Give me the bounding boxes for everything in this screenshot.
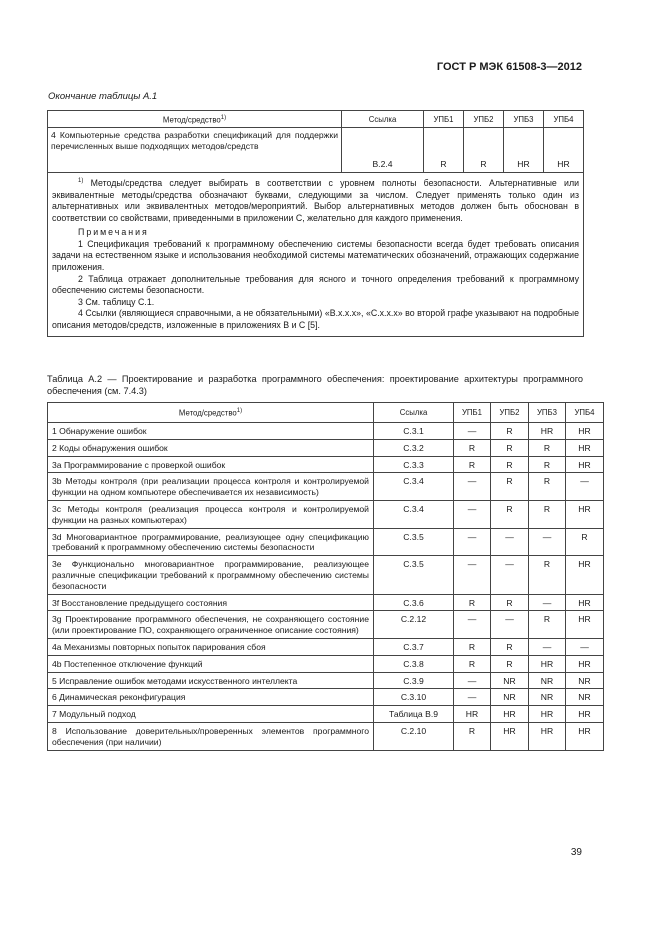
- header-method: Метод/средство$^{1)}$: [48, 403, 374, 423]
- cell-ref: Таблица B.9: [374, 706, 454, 723]
- cell-method: 3f Восстановление предыдущего состояния: [48, 594, 374, 611]
- cell-upb1: —: [454, 500, 491, 528]
- header-upb1: УПБ1: [454, 403, 491, 423]
- cell-upb2: —: [491, 611, 529, 639]
- cell-method: 6 Динамическая реконфигурация: [48, 689, 374, 706]
- table-a2: [47, 402, 604, 751]
- cell-upb3: HR: [529, 722, 566, 750]
- cell-upb2: HR: [491, 722, 529, 750]
- cell-upb1: R: [424, 128, 464, 173]
- cell-method: 3d Многовариантное программирование, реализующее одну спецификацию требований к программному обеспечению системы безопасности: [48, 528, 374, 556]
- cell-ref: С.3.10: [374, 689, 454, 706]
- cell-upb4: HR: [566, 423, 604, 440]
- cell-upb4: HR: [566, 655, 604, 672]
- cell-method: 5 Исправление ошибок методами искусственного интеллекта: [48, 672, 374, 689]
- page-number: 39: [570, 847, 582, 858]
- cell-upb3: —: [529, 528, 566, 556]
- cell-upb4: HR: [566, 500, 604, 528]
- cell-ref: С.3.8: [374, 655, 454, 672]
- header-upb4: УПБ4: [566, 403, 604, 423]
- cell-upb4: NR: [566, 689, 604, 706]
- cell-upb3: R: [529, 456, 566, 473]
- cell-ref: С.3.3: [374, 456, 454, 473]
- cell-upb4: HR: [566, 439, 604, 456]
- cell-upb4: HR: [566, 722, 604, 750]
- cell-upb4: R: [566, 528, 604, 556]
- cell-ref: С.2.12: [374, 611, 454, 639]
- table-header-row: [48, 111, 584, 128]
- note-1: 1 Спецификация требований к программному обеспечению системы безопасности всегда будет требовать описания задачи на естественном языке и использования необходимой системы математических обозначений, отражающих содержание приложения.: [52, 238, 579, 273]
- cell-upb4: HR: [566, 456, 604, 473]
- cell-upb2: NR: [491, 689, 529, 706]
- cell-upb4: —: [566, 473, 604, 501]
- cell-method: 1 Обнаружение ошибок: [48, 423, 374, 440]
- table-row: [48, 655, 604, 672]
- cell-upb2: R: [491, 594, 529, 611]
- header-upb2: УПБ2: [491, 403, 529, 423]
- footnote: $^{1)}$ Методы/средства следует выбирать в соответствии с уровнем полноты безопасности. Альтернативные или эквивалентные методы/средства обозначают буквами, следующими за числом. Следует применять только один из альтернативных или эквивалентных методов/мероприятий. Выбор альтернативных методов должен быть обоснован в соответствии со свойствами, приведенными в приложении С, желательно для каждого применения.: [52, 177, 579, 223]
- cell-method: 4 Компьютерные средства разработки спецификаций для поддержки перечисленных выше подходящих методов/средств: [48, 128, 342, 173]
- cell-method: 3c Методы контроля (реализация процесса контроля и контролируемой функции на разных компьютерах): [48, 500, 374, 528]
- table-row: [48, 706, 604, 723]
- cell-upb1: —: [454, 556, 491, 594]
- cell-upb1: R: [454, 722, 491, 750]
- table-notes: [48, 173, 584, 337]
- table-row: [48, 638, 604, 655]
- cell-method: 3a Программирование с проверкой ошибок: [48, 456, 374, 473]
- header-upb1: УПБ1: [424, 111, 464, 128]
- cell-method: 8 Использование доверительных/проверенных элементов программного обеспечения (при наличии): [48, 722, 374, 750]
- cell-upb1: —: [454, 528, 491, 556]
- header-ref: Ссылка: [374, 403, 454, 423]
- header-method: Метод/средство$^{1)}$: [48, 111, 342, 128]
- table-row: [48, 556, 604, 594]
- cell-upb2: R: [491, 456, 529, 473]
- cell-ref: С.3.7: [374, 638, 454, 655]
- cell-upb3: —: [529, 638, 566, 655]
- cell-method: 2 Коды обнаружения ошибок: [48, 439, 374, 456]
- cell-ref: С.3.2: [374, 439, 454, 456]
- header-upb4: УПБ4: [544, 111, 584, 128]
- table-row: [48, 611, 604, 639]
- table-row: [48, 128, 584, 173]
- cell-upb3: NR: [529, 672, 566, 689]
- cell-ref: С.3.4: [374, 500, 454, 528]
- cell-upb2: R: [491, 500, 529, 528]
- cell-ref: B.2.4: [342, 128, 424, 173]
- header-upb2: УПБ2: [464, 111, 504, 128]
- table-row: [48, 689, 604, 706]
- cell-ref: С.3.5: [374, 556, 454, 594]
- cell-upb1: HR: [454, 706, 491, 723]
- cell-method: 4b Постепенное отключение функций: [48, 655, 374, 672]
- table-row: [48, 456, 604, 473]
- cell-upb3: R: [529, 556, 566, 594]
- cell-method: 7 Модульный подход: [48, 706, 374, 723]
- cell-upb3: NR: [529, 689, 566, 706]
- cell-ref: С.3.5: [374, 528, 454, 556]
- cell-upb2: NR: [491, 672, 529, 689]
- cell-upb2: R: [491, 473, 529, 501]
- table-a1-end: [47, 110, 584, 337]
- notes-title: Примечания: [78, 227, 149, 238]
- cell-upb3: HR: [504, 128, 544, 173]
- cell-upb2: R: [491, 655, 529, 672]
- table-row: [48, 473, 604, 501]
- cell-upb1: —: [454, 689, 491, 706]
- table-row: [48, 722, 604, 750]
- cell-upb3: R: [529, 473, 566, 501]
- table-row: [48, 500, 604, 528]
- cell-upb2: —: [491, 556, 529, 594]
- cell-upb1: R: [454, 638, 491, 655]
- document-header: ГОСТ Р МЭК 61508-3—2012: [436, 61, 582, 73]
- table-a2-caption: Таблица А.2 — Проектирование и разработка программного обеспечения: проектирование архитектуры программного обеспечения (см. 7.4.3): [47, 374, 583, 396]
- cell-upb4: HR: [544, 128, 584, 173]
- cell-upb2: HR: [491, 706, 529, 723]
- cell-upb1: —: [454, 611, 491, 639]
- cell-upb3: R: [529, 611, 566, 639]
- table-header-row: [48, 403, 604, 423]
- cell-upb1: R: [454, 456, 491, 473]
- cell-upb2: R: [491, 439, 529, 456]
- header-ref: Ссылка: [342, 111, 424, 128]
- note-2: 2 Таблица отражает дополнительные требования для ясного и точного определения требований к программному обеспечению системы безопасности.: [52, 273, 579, 296]
- table-row: [48, 439, 604, 456]
- notes-row: [48, 173, 584, 337]
- cell-upb4: HR: [566, 706, 604, 723]
- note-3: 3 См. таблицу С.1.: [78, 296, 155, 307]
- cell-upb3: —: [529, 594, 566, 611]
- cell-upb4: HR: [566, 556, 604, 594]
- cell-upb4: HR: [566, 611, 604, 639]
- cell-upb3: HR: [529, 655, 566, 672]
- cell-method: 4a Механизмы повторных попыток парирования сбоя: [48, 638, 374, 655]
- cell-ref: С.3.9: [374, 672, 454, 689]
- cell-upb1: R: [454, 655, 491, 672]
- header-upb3: УПБ3: [504, 111, 544, 128]
- cell-ref: С.3.1: [374, 423, 454, 440]
- cell-upb1: —: [454, 473, 491, 501]
- cell-upb2: R: [491, 423, 529, 440]
- cell-ref: С.3.6: [374, 594, 454, 611]
- cell-upb4: —: [566, 638, 604, 655]
- cell-upb3: HR: [529, 423, 566, 440]
- cell-upb1: —: [454, 672, 491, 689]
- table-continuation-label: Окончание таблицы А.1: [48, 91, 158, 102]
- cell-method: 3e Функционально многовариантное программирование, реализующее различные спецификации требований к программному обеспечению системы безопасности: [48, 556, 374, 594]
- cell-upb4: HR: [566, 594, 604, 611]
- cell-upb3: R: [529, 500, 566, 528]
- cell-upb2: R: [491, 638, 529, 655]
- note-4: 4 Ссылки (являющиеся справочными, а не обязательными) «В.х.х.х», «С.х.х.х» во второй графе указывают на подробные описания методов/средств, изложенные в приложениях В и С [5].: [52, 308, 579, 331]
- table-row: [48, 672, 604, 689]
- cell-upb1: R: [454, 439, 491, 456]
- cell-upb1: R: [454, 594, 491, 611]
- header-upb3: УПБ3: [529, 403, 566, 423]
- cell-upb4: NR: [566, 672, 604, 689]
- cell-ref: С.3.4: [374, 473, 454, 501]
- cell-upb3: R: [529, 439, 566, 456]
- table-row: [48, 423, 604, 440]
- table-row: [48, 528, 604, 556]
- table-row: [48, 594, 604, 611]
- cell-upb3: HR: [529, 706, 566, 723]
- cell-upb2: —: [491, 528, 529, 556]
- cell-method: 3b Методы контроля (при реализации процесса контроля и контролируемой функции на одном компьютере обеспечивается их независимость): [48, 473, 374, 501]
- cell-upb1: —: [454, 423, 491, 440]
- cell-upb2: R: [464, 128, 504, 173]
- cell-ref: С.2.10: [374, 722, 454, 750]
- cell-method: 3g Проектирование программного обеспечения, не сохраняющего состояние (или проектирование ПО, сохраняющего ограниченное описание состояния): [48, 611, 374, 639]
